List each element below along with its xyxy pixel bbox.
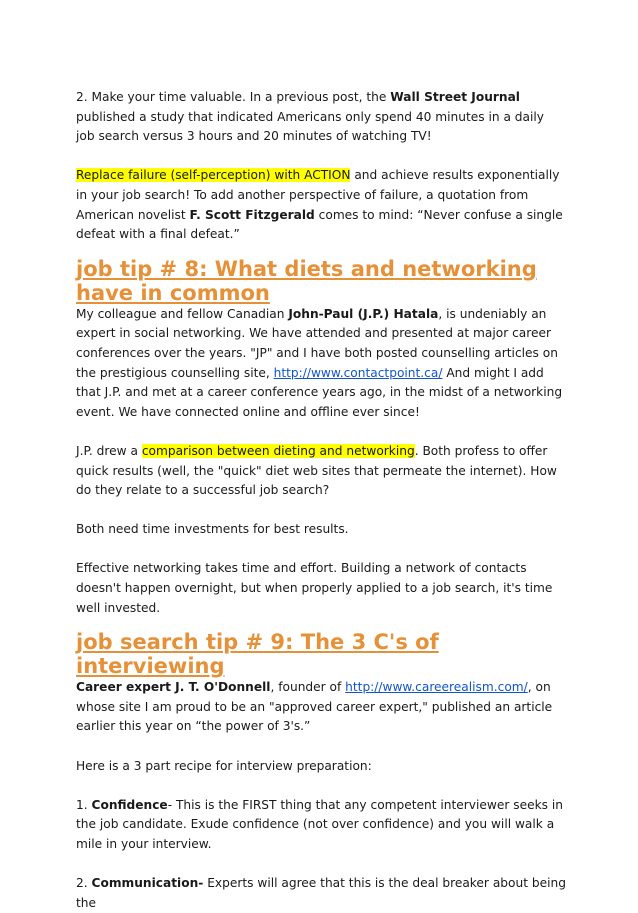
tip9-paragraph-2: Here is a 3 part recipe for interview preparation: xyxy=(76,758,372,773)
careerealism-link[interactable]: http://www.careerealism.com/ xyxy=(345,680,528,695)
tip8-paragraph-1 xyxy=(76,305,566,423)
tip8-paragraph-2 xyxy=(76,442,566,501)
text-run: , is undeniably an expert in social networking. We have attended and presented at major career conferences over the years. "JP" and I have both posted counselling articles on the prestigious counselling site, xyxy=(76,306,558,380)
highlighted-text: comparison between dieting and networking xyxy=(141,443,415,458)
tip9-paragraph-3 xyxy=(76,796,566,855)
tip9-paragraph-1 xyxy=(76,678,566,737)
keyword: Communication- xyxy=(91,876,204,891)
text-run: , founder of xyxy=(270,680,346,695)
tip9-paragraph-4 xyxy=(76,874,566,913)
tip8-paragraph-4: Effective networking takes time and effort. Building a network of contacts doesn't happen overnight, but when properly applied to a job search, it's time well invested. xyxy=(76,561,553,615)
person-name: Career expert J. T. O'Donnell xyxy=(76,680,271,695)
text-run: . Both profess to offer quick results (well, the "quick" diet web sites that permeate the internet). How do they relate to a successful job search? xyxy=(76,443,557,498)
highlighted-text: Replace failure (self-perception) with ACTION xyxy=(76,168,351,183)
text-run: My colleague and fellow Canadian xyxy=(76,306,289,321)
tip8-heading: job tip # 8: What diets and networking have in common xyxy=(76,256,537,305)
text-run: And might I add that J.P. and met at a career conference years ago, in the midst of a networking event. We have connected online and offline ever since! xyxy=(76,365,563,419)
text-run: published a study that indicated Americans only spend 40 minutes in a daily job search versus 3 hours and 20 minutes of watching TV! xyxy=(76,109,544,144)
author-name: F. Scott Fitzgerald xyxy=(189,207,315,222)
text-run: Experts will agree that this is the deal breaker about being the xyxy=(76,876,566,910)
text-run: , on whose site I am proud to be an "approved career expert," published an article earlier this year on “the power of 3's.” xyxy=(76,680,553,734)
text-run: J.P. drew a xyxy=(76,443,142,458)
text-run: 2. Make your time valuable. In a previous post, the xyxy=(76,90,391,104)
text-run: 1. xyxy=(76,797,92,812)
text-run: 2. xyxy=(76,876,92,891)
text-run: - This is the FIRST thing that any competent interviewer seeks in the job candidate. Exude confidence (not over confidence) and you will walk a mile in your interview. xyxy=(76,797,563,851)
tip2-paragraph xyxy=(76,88,566,147)
text-run: and achieve results exponentially in your job search! To add another perspective of failure, a quotation from American novelist xyxy=(76,168,560,222)
document-page xyxy=(76,88,566,913)
keyword: Confidence xyxy=(91,797,168,812)
contactpoint-link[interactable]: http://www.contactpoint.ca/ xyxy=(273,365,443,380)
tip9-heading: job search tip # 9: The 3 C's of interviewing xyxy=(76,630,439,679)
publication-name: Wall Street Journal xyxy=(390,90,520,104)
text-run: comes to mind: “Never confuse a single defeat with a final defeat.” xyxy=(76,207,563,242)
person-name: John-Paul (J.P.) Hatala xyxy=(288,306,439,321)
failure-paragraph xyxy=(76,166,566,244)
tip8-paragraph-3: Both need time investments for best results. xyxy=(76,522,349,537)
